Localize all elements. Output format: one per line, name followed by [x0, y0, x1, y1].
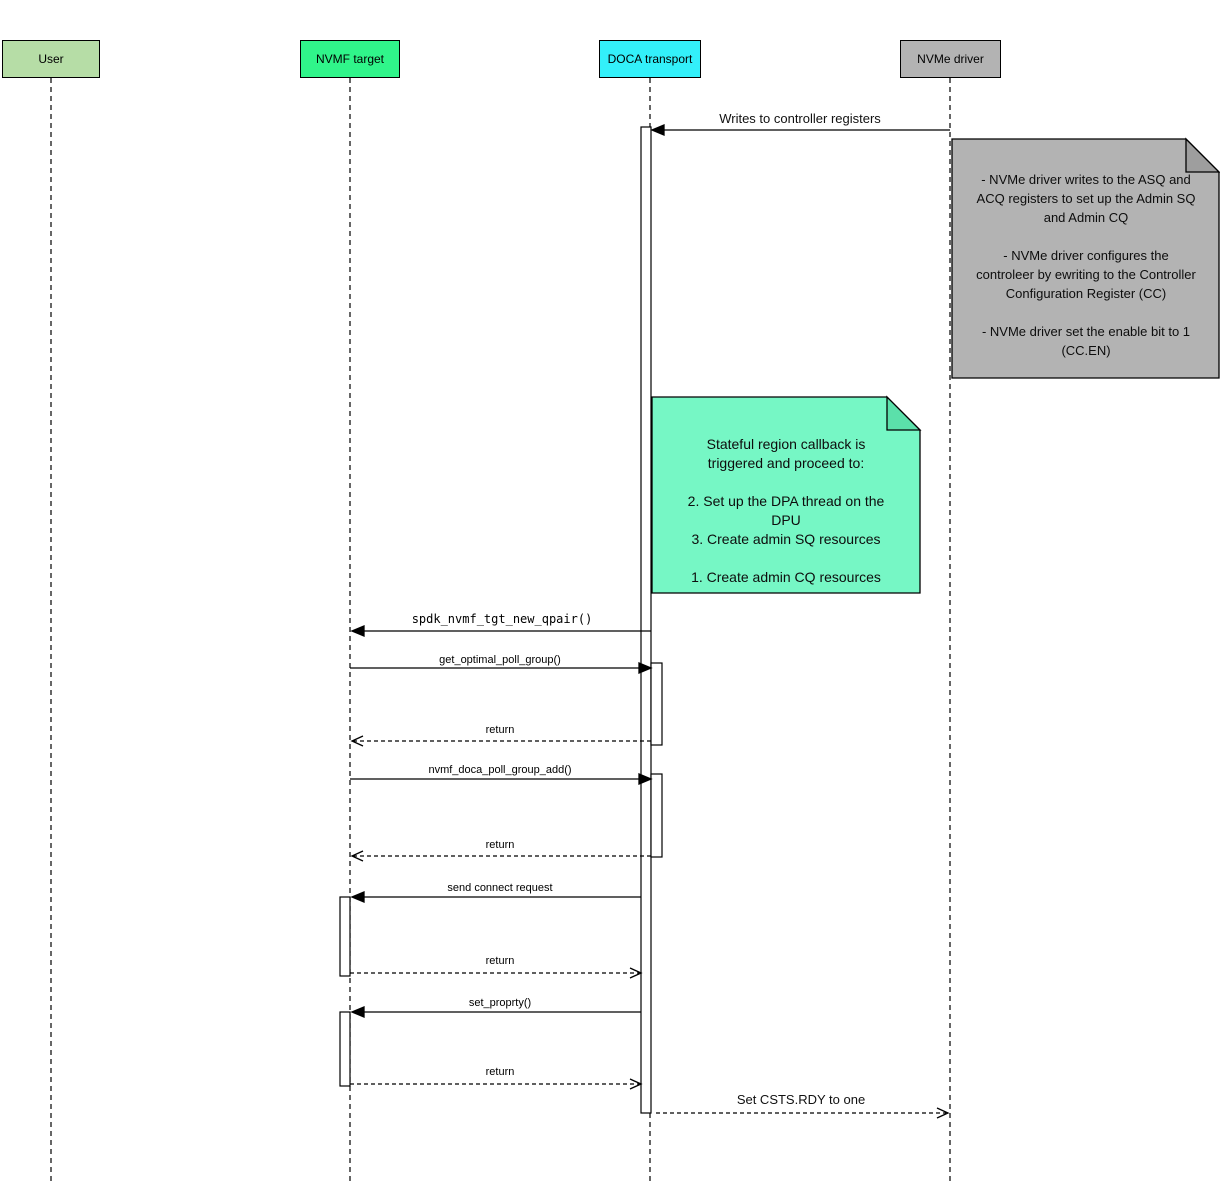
note-line: 1. Create admin CQ resources	[691, 569, 881, 585]
activation-bar-doca-nested-2	[651, 774, 662, 857]
message-label-return-4: return	[485, 1066, 515, 1078]
filled-arrowhead-icon	[352, 892, 364, 902]
message-label-return-1: return	[485, 724, 515, 736]
actor-label-nvmf-target: NVMF target	[315, 52, 384, 66]
message-label-set-proprty: set_proprty()	[468, 997, 532, 1009]
note-line: - NVMe driver configures the	[1003, 248, 1169, 263]
message-label-return-2: return	[485, 839, 515, 851]
message-label-nvmf-doca-poll-group-add: nvmf_doca_poll_group_add()	[428, 764, 572, 776]
note-line: (CC.EN)	[1061, 343, 1111, 358]
note-line: Configuration Register (CC)	[1005, 286, 1167, 301]
arrow-spdk-nvmf-tgt-new-qpair	[352, 626, 651, 636]
arrow-set-csts-rdy-to-one	[656, 1108, 948, 1118]
message-label-send-connect-request: send connect request	[447, 882, 553, 894]
filled-arrowhead-icon	[352, 626, 364, 636]
actor-box-nvmf-target	[300, 40, 400, 78]
activation-bar-nvmf-1	[340, 897, 350, 976]
filled-arrowhead-icon	[352, 1007, 364, 1017]
message-label-return-3: return	[485, 955, 515, 967]
note-line	[960, 303, 1212, 322]
message-label-set-csts-rdy-to-one: Set CSTS.RDY to one	[736, 1092, 866, 1107]
actor-label-user: User	[38, 52, 64, 66]
note-line	[960, 227, 1212, 246]
message-label-writes-to-controller-registers: Writes to controller registers	[719, 111, 881, 126]
actor-box-nvme-driver	[900, 40, 1001, 78]
note-line: - NVMe driver writes to the ASQ and	[981, 172, 1191, 187]
activation-bar-doca-main	[641, 127, 651, 1113]
note-line: Stateful region callback is	[706, 436, 866, 452]
actor-label-doca-transport: DOCA transport	[607, 52, 693, 66]
filled-arrowhead-icon	[652, 125, 664, 135]
note-line: 3. Create admin SQ resources	[691, 531, 881, 547]
note-line	[660, 549, 912, 568]
arrow-return-set-proprty	[350, 1079, 641, 1089]
note-nvme-driver-text	[952, 139, 1220, 378]
arrow-return-send-connect-request	[350, 968, 641, 978]
note-stateful-region-text	[652, 397, 920, 593]
activation-bar-nvmf-2	[340, 1012, 350, 1086]
arrow-return-get-optimal-poll-group	[352, 736, 651, 746]
note-line: - NVMe driver set the enable bit to 1	[981, 324, 1191, 339]
note-line: ACQ registers to set up the Admin SQ	[976, 191, 1196, 206]
message-label-spdk-nvmf-tgt-new-qpair: spdk_nvmf_tgt_new_qpair()	[411, 612, 593, 626]
note-line	[660, 473, 912, 492]
actor-label-nvme-driver: NVMe driver	[917, 52, 984, 66]
note-line: 2. Set up the DPA thread on the	[687, 493, 885, 509]
note-line: triggered and proceed to:	[707, 455, 865, 471]
activation-bar-doca-nested-1	[651, 663, 662, 745]
actor-box-user	[2, 40, 100, 78]
note-line: DPU	[771, 512, 801, 528]
note-line: controleer by ewriting to the Controller	[976, 267, 1196, 282]
arrow-return-nvmf-doca-poll-group-add	[352, 851, 651, 861]
actor-box-doca-transport	[599, 40, 701, 78]
note-line: and Admin CQ	[1043, 210, 1129, 225]
message-label-get-optimal-poll-group: get_optimal_poll_group()	[439, 654, 561, 666]
